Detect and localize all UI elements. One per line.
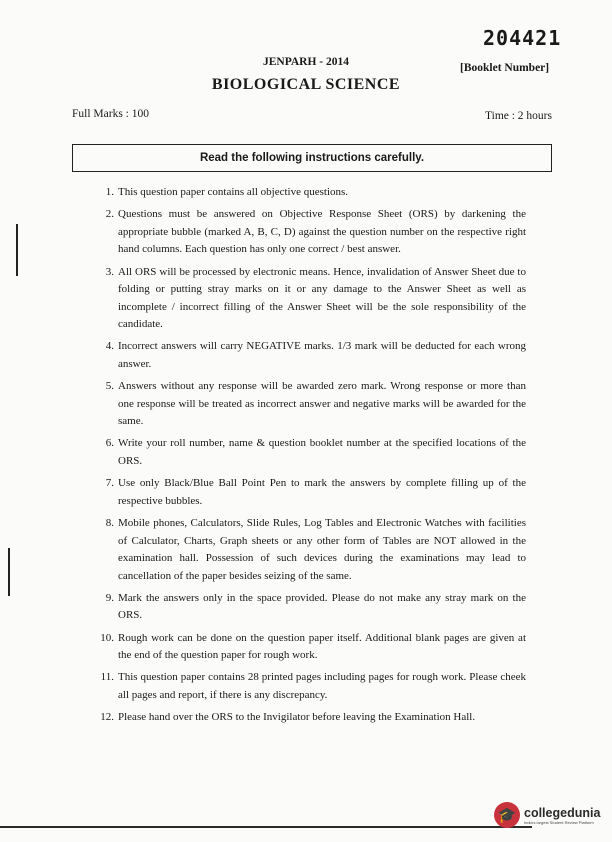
subject-title: BIOLOGICAL SCIENCE (211, 76, 401, 93)
instruction-number: 4. (105, 340, 114, 353)
instruction-text: Incorrect answers will carry NEGATIVE marks. 1/3 mark will be deducted for each wrong answer. (118, 340, 526, 370)
instruction-item (96, 378, 526, 431)
margin-mark (8, 548, 10, 596)
instruction-item (96, 264, 526, 334)
instruction-number: 7. (105, 477, 114, 490)
watermark-tagline: India's largest Student Review Platform (524, 819, 594, 825)
instruction-text: This question paper contains 28 printed pages including pages for rough work. Please cheek all pages and report, if there is any discrepancy. (118, 671, 526, 701)
instructions-heading: Read the following instructions carefully. (199, 152, 425, 164)
instruction-text: Use only Black/Blue Ball Point Pen to mark the answers by complete filling up of the respective bubbles. (118, 477, 526, 507)
instruction-item (96, 669, 526, 704)
instruction-number: 12. (100, 711, 114, 724)
exam-name: JENPARH - 2014 (262, 56, 350, 68)
instruction-text: Mark the answers only in the space provided. Please do not make any stray mark on the ORS. (118, 591, 526, 622)
instruction-text: Please hand over the ORS to the Invigilator before leaving the Examination Hall. (118, 711, 476, 724)
instruction-item (96, 630, 526, 665)
instruction-text: Mobile phones, Calculators, Slide Rules, Log Tables and Electronic Watches with facilities of Calculator, Charts, Graph sheets or any other form of Tables are NOT allowed in the examination hall. Possession of such devices during the examinations may lead to cancellation of the paper besides seizing of the same. (118, 517, 526, 582)
instruction-item (96, 515, 526, 585)
instruction-item (96, 184, 526, 202)
instruction-text: This question paper contains all objective questions. (118, 186, 349, 198)
instruction-text: Questions must be answered on Objective Response Sheet (ORS) by darkening the appropriate bubble (marked A, B, C, D) against the question number on the respective right hand columns. Each question has only one correct / best answer. (118, 208, 526, 256)
watermark-logo (494, 798, 604, 832)
graduation-cap-icon: 🎓 (494, 802, 520, 828)
footer-rule (0, 826, 532, 828)
instruction-item (96, 206, 526, 259)
instruction-item (96, 590, 526, 625)
instruction-number: 1. (105, 186, 114, 198)
instruction-number: 5. (105, 380, 114, 393)
instruction-number: 10. (100, 631, 114, 644)
instruction-item (96, 338, 526, 373)
time-allowed: Time : 2 hours (485, 110, 552, 122)
instruction-number: 8. (105, 517, 114, 530)
instruction-text: Answers without any response will be awarded zero mark. Wrong response or more than one response will be treated as incorrect answer and negative marks will be awarded for the same. (118, 380, 526, 428)
instruction-text: Rough work can be done on the question paper itself. Additional blank pages are given at the end of the question paper for rough work. (118, 631, 526, 662)
instructions-heading-box (72, 144, 552, 172)
booklet-number: 204421 (483, 26, 562, 50)
instruction-text: All ORS will be processed by electronic means. Hence, invalidation of Answer Sheet due to folding or putting stray marks on it or any damage to the Answer Sheet as well as incomplete / incorrect filling of the Answer Sheet will be the sole responsibility of the candidate. (118, 265, 526, 331)
instruction-number: 3. (105, 265, 114, 278)
instruction-item (96, 435, 526, 470)
instruction-item (96, 709, 526, 727)
instructions-list (96, 184, 526, 732)
margin-mark (16, 224, 18, 276)
instruction-text: Write your roll number, name & question booklet number at the specified locations of the ORS. (118, 437, 526, 467)
instruction-number: 2. (105, 208, 114, 221)
watermark-name: collegedunia (524, 805, 601, 820)
full-marks: Full Marks : 100 (72, 108, 149, 120)
instruction-number: 11. (100, 671, 114, 684)
instruction-number: 9. (105, 591, 114, 604)
booklet-number-label: [Booklet Number] (460, 62, 550, 74)
instruction-number: 6. (105, 437, 114, 450)
instruction-item (96, 475, 526, 510)
